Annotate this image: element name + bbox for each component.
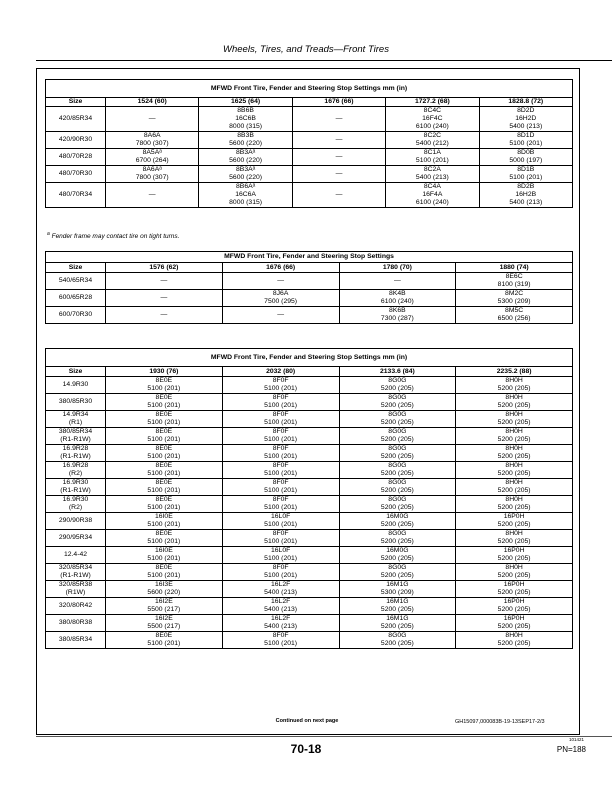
setting-cell: — <box>106 182 199 207</box>
setting-cell: — <box>292 106 385 131</box>
setting-cell: 8E0E 5100 (201) <box>106 479 223 496</box>
setting-cell: 8K4B 6100 (240) <box>339 290 456 307</box>
column-header: Size <box>46 263 106 273</box>
table-row <box>46 307 573 324</box>
setting-cell: 8E0E 5100 (201) <box>106 428 223 445</box>
setting-cell: 8H0H 5200 (205) <box>456 377 573 394</box>
setting-cell: — <box>106 106 199 131</box>
setting-cell: 8E6C 8100 (319) <box>456 273 573 290</box>
setting-cell: 8C2A 5400 (213) <box>386 165 479 182</box>
setting-cell: — <box>292 182 385 207</box>
setting-cell: 8G0G 5200 (205) <box>339 377 456 394</box>
setting-cell: 8A5Aᵃ 6700 (264) <box>106 148 199 165</box>
setting-cell: 16L2F 5400 (213) <box>222 615 339 632</box>
table-row <box>46 165 573 182</box>
setting-cell: 8D2D 16H2D 5400 (213) <box>479 106 572 131</box>
column-header: 2032 (80) <box>222 367 339 377</box>
tire-size-cell: 320/80R42 <box>46 598 106 615</box>
setting-cell: 8H0H 5200 (205) <box>456 632 573 649</box>
column-header: 1930 (76) <box>106 367 223 377</box>
setting-cell: 16L0F 5100 (201) <box>222 547 339 564</box>
setting-cell: 16P0H 5200 (205) <box>456 513 573 530</box>
page-number: 70-18 <box>290 742 322 756</box>
setting-cell: 16I0E 5100 (201) <box>106 513 223 530</box>
reference-code: GH15097,000083B-19-13SEP17-2/3 <box>455 719 545 725</box>
setting-cell: 8H0H 5200 (205) <box>456 496 573 513</box>
setting-cell: 8E0E 5100 (201) <box>106 411 223 428</box>
setting-cell: 8M2C 5300 (209) <box>456 290 573 307</box>
setting-cell: 8M5C 6500 (256) <box>456 307 573 324</box>
column-header: 1524 (60) <box>106 98 199 107</box>
table-row <box>46 479 573 496</box>
table-row <box>46 632 573 649</box>
setting-cell: — <box>106 290 223 307</box>
setting-cell: 16M1G 5200 (205) <box>339 615 456 632</box>
tire-size-cell: 380/85R30 <box>46 394 106 411</box>
setting-cell: 8J6A 7500 (295) <box>222 290 339 307</box>
setting-cell: — <box>106 273 223 290</box>
tire-size-cell: 290/95R34 <box>46 530 106 547</box>
page-header: Wheels, Tires, and Treads—Front Tires <box>223 44 389 55</box>
table-row <box>46 273 573 290</box>
setting-cell: 8H0H 5200 (205) <box>456 530 573 547</box>
setting-cell: 8F0F 5100 (201) <box>222 564 339 581</box>
table-row <box>46 496 573 513</box>
setting-cell: 8F0F 5100 (201) <box>222 445 339 462</box>
setting-cell: 8C4A 16F4A 6100 (240) <box>386 182 479 207</box>
settings-table-1 <box>45 79 573 208</box>
setting-cell: 8A6Aᵃ 7800 (307) <box>106 165 199 182</box>
setting-cell: 8H0H 5200 (205) <box>456 462 573 479</box>
setting-cell: — <box>106 307 223 324</box>
column-header: 2133.6 (84) <box>339 367 456 377</box>
setting-cell: 16P0H 5200 (205) <box>456 581 573 598</box>
setting-cell: 8E0E 5100 (201) <box>106 445 223 462</box>
table-row <box>46 598 573 615</box>
setting-cell: 8C1A 5100 (201) <box>386 148 479 165</box>
setting-cell: — <box>222 307 339 324</box>
column-header-row <box>46 98 573 107</box>
column-header: 1625 (64) <box>199 98 292 107</box>
setting-cell: 8G0G 5200 (205) <box>339 411 456 428</box>
continued-note: Continued on next page <box>275 718 339 724</box>
setting-cell: 8G0G 5200 (205) <box>339 445 456 462</box>
tire-size-cell: 600/70R30 <box>46 307 106 324</box>
setting-cell: 8H0H 5200 (205) <box>456 564 573 581</box>
setting-cell: 16P0H 5200 (205) <box>456 615 573 632</box>
column-header: Size <box>46 98 106 107</box>
setting-cell: 8C2C 5400 (212) <box>386 131 479 148</box>
table-row <box>46 377 573 394</box>
tire-size-cell: 16.9R30 (R1-R1W) <box>46 479 106 496</box>
setting-cell: 16I0E 5100 (201) <box>106 547 223 564</box>
setting-cell: 8G0G 5200 (205) <box>339 394 456 411</box>
tire-size-cell: 420/90R30 <box>46 131 106 148</box>
setting-cell: 16M1G 5200 (205) <box>339 598 456 615</box>
setting-cell: 8E0E 5100 (201) <box>106 462 223 479</box>
table-2-title: MFWD Front Tire, Fender and Steering Stop Settings <box>46 252 573 263</box>
table-row <box>46 564 573 581</box>
setting-cell: 16L2F 5400 (213) <box>222 581 339 598</box>
setting-cell: 8F0F 5100 (201) <box>222 632 339 649</box>
setting-cell: 8H0H 5200 (205) <box>456 394 573 411</box>
tire-size-cell: 14.9R30 <box>46 377 106 394</box>
tire-size-cell: 420/85R34 <box>46 106 106 131</box>
setting-cell: — <box>292 131 385 148</box>
setting-cell: 16I2E 5500 (217) <box>106 598 223 615</box>
setting-cell: 16M1G 5300 (209) <box>339 581 456 598</box>
setting-cell: 8F0F 5100 (201) <box>222 530 339 547</box>
footer-rule <box>36 736 612 737</box>
table-row <box>46 411 573 428</box>
tire-size-cell: 480/70R34 <box>46 182 106 207</box>
setting-cell: 8D2B 16H2B 5400 (213) <box>479 182 572 207</box>
setting-cell: 8E0E 5100 (201) <box>106 530 223 547</box>
settings-table-3 <box>45 348 573 649</box>
tire-size-cell: 480/70R28 <box>46 148 106 165</box>
tire-size-cell: 540/65R34 <box>46 273 106 290</box>
table-row <box>46 182 573 207</box>
tire-size-cell: 480/70R30 <box>46 165 106 182</box>
setting-cell: 16M0G 5200 (205) <box>339 513 456 530</box>
setting-cell: 8F0F 5100 (201) <box>222 428 339 445</box>
setting-cell: — <box>339 273 456 290</box>
setting-cell: 8E0E 5100 (201) <box>106 377 223 394</box>
column-header: 1880 (74) <box>456 263 573 273</box>
setting-cell: 8H0H 5200 (205) <box>456 411 573 428</box>
setting-cell: 8F0F 5100 (201) <box>222 411 339 428</box>
setting-cell: 8G0G 5200 (205) <box>339 428 456 445</box>
tire-size-cell: 290/90R38 <box>46 513 106 530</box>
setting-cell: 8F0F 5100 (201) <box>222 479 339 496</box>
setting-cell: 8F0F 5100 (201) <box>222 377 339 394</box>
table-row <box>46 530 573 547</box>
column-header: 1576 (62) <box>106 263 223 273</box>
setting-cell: 8C4C 16F4C 6100 (240) <box>386 106 479 131</box>
column-header: Size <box>46 367 106 377</box>
setting-cell: 8B3Aᵃ 5600 (220) <box>199 148 292 165</box>
setting-cell: 16I2E 5500 (217) <box>106 615 223 632</box>
header-rule <box>36 60 612 61</box>
column-header-row <box>46 367 573 377</box>
column-header: 1828.8 (72) <box>479 98 572 107</box>
table-row <box>46 547 573 564</box>
setting-cell: 8G0G 5200 (205) <box>339 496 456 513</box>
setting-cell: 8B3B 5600 (220) <box>199 131 292 148</box>
content-frame <box>36 68 580 735</box>
setting-cell: 16L2F 5400 (213) <box>222 598 339 615</box>
table-row <box>46 428 573 445</box>
setting-cell: 8G0G 5200 (205) <box>339 530 456 547</box>
setting-cell: 16P0H 5200 (205) <box>456 598 573 615</box>
setting-cell: 8E0E 5100 (201) <box>106 632 223 649</box>
tire-size-cell: 16.9R28 (R1-R1W) <box>46 445 106 462</box>
table-row <box>46 462 573 479</box>
setting-cell: 16I3E 5600 (220) <box>106 581 223 598</box>
setting-cell: 8F0F 5100 (201) <box>222 462 339 479</box>
setting-cell: 8B6B 16C6B 8000 (315) <box>199 106 292 131</box>
tire-size-cell: 600/65R28 <box>46 290 106 307</box>
setting-cell: 16P0H 5200 (205) <box>456 547 573 564</box>
tire-size-cell: 14.9R34 (R1) <box>46 411 106 428</box>
setting-cell: — <box>292 165 385 182</box>
setting-cell: 8E0E 5100 (201) <box>106 394 223 411</box>
table-row <box>46 148 573 165</box>
setting-cell: 8B6Aᵃ 16C6A 8000 (315) <box>199 182 292 207</box>
table-row <box>46 615 573 632</box>
date-code: 101421 <box>568 737 584 742</box>
setting-cell: 8F0F 5100 (201) <box>222 394 339 411</box>
table-row <box>46 513 573 530</box>
table-row <box>46 106 573 131</box>
table-row <box>46 581 573 598</box>
tire-size-cell: 320/85R38 (R1W) <box>46 581 106 598</box>
setting-cell: 8A6A 7800 (307) <box>106 131 199 148</box>
setting-cell: 8G0G 5200 (205) <box>339 632 456 649</box>
setting-cell: 8K6B 7300 (287) <box>339 307 456 324</box>
column-header: 1780 (70) <box>339 263 456 273</box>
tire-size-cell: 16.9R28 (R2) <box>46 462 106 479</box>
column-header: 1676 (66) <box>222 263 339 273</box>
setting-cell: 8E0E 5100 (201) <box>106 496 223 513</box>
column-header: 2235.2 (88) <box>456 367 573 377</box>
setting-cell: 8H0H 5200 (205) <box>456 479 573 496</box>
tire-size-cell: 12.4-42 <box>46 547 106 564</box>
table-row <box>46 445 573 462</box>
setting-cell: — <box>292 148 385 165</box>
setting-cell: — <box>222 273 339 290</box>
setting-cell: 8F0F 5100 (201) <box>222 496 339 513</box>
column-header-row <box>46 263 573 273</box>
tire-size-cell: 380/80R38 <box>46 615 106 632</box>
table-1-title: MFWD Front Tire, Fender and Steering Stop Settings mm (in) <box>46 80 573 98</box>
table-1-footnote: $^a$ Fender frame may contact tire on tight turns. <box>47 231 180 241</box>
setting-cell: 8B3Aᵃ 5600 (220) <box>199 165 292 182</box>
tire-size-cell: 380/85R34 (R1-R1W) <box>46 428 106 445</box>
setting-cell: 8G0G 5200 (205) <box>339 564 456 581</box>
tire-size-cell: 320/85R34 (R1-R1W) <box>46 564 106 581</box>
setting-cell: 8D1B 5100 (201) <box>479 165 572 182</box>
setting-cell: 8D0B 5000 (197) <box>479 148 572 165</box>
table-row <box>46 131 573 148</box>
table-row <box>46 394 573 411</box>
setting-cell: 8G0G 5200 (205) <box>339 462 456 479</box>
setting-cell: 8G0G 5200 (205) <box>339 479 456 496</box>
setting-cell: 8H0H 5200 (205) <box>456 428 573 445</box>
table-3-title: MFWD Front Tire, Fender and Steering Stop Settings mm (in) <box>46 349 573 367</box>
column-header: 1676 (66) <box>292 98 385 107</box>
part-number: PN=188 <box>556 745 586 754</box>
setting-cell: 8D1D 5100 (201) <box>479 131 572 148</box>
setting-cell: 8E0E 5100 (201) <box>106 564 223 581</box>
setting-cell: 16M0G 5200 (205) <box>339 547 456 564</box>
setting-cell: 16L0F 5100 (201) <box>222 513 339 530</box>
setting-cell: 8H0H 5200 (205) <box>456 445 573 462</box>
table-row <box>46 290 573 307</box>
tire-size-cell: 380/85R34 <box>46 632 106 649</box>
settings-table-2 <box>45 251 573 324</box>
column-header: 1727.2 (68) <box>386 98 479 107</box>
tire-size-cell: 16.9R30 (R2) <box>46 496 106 513</box>
